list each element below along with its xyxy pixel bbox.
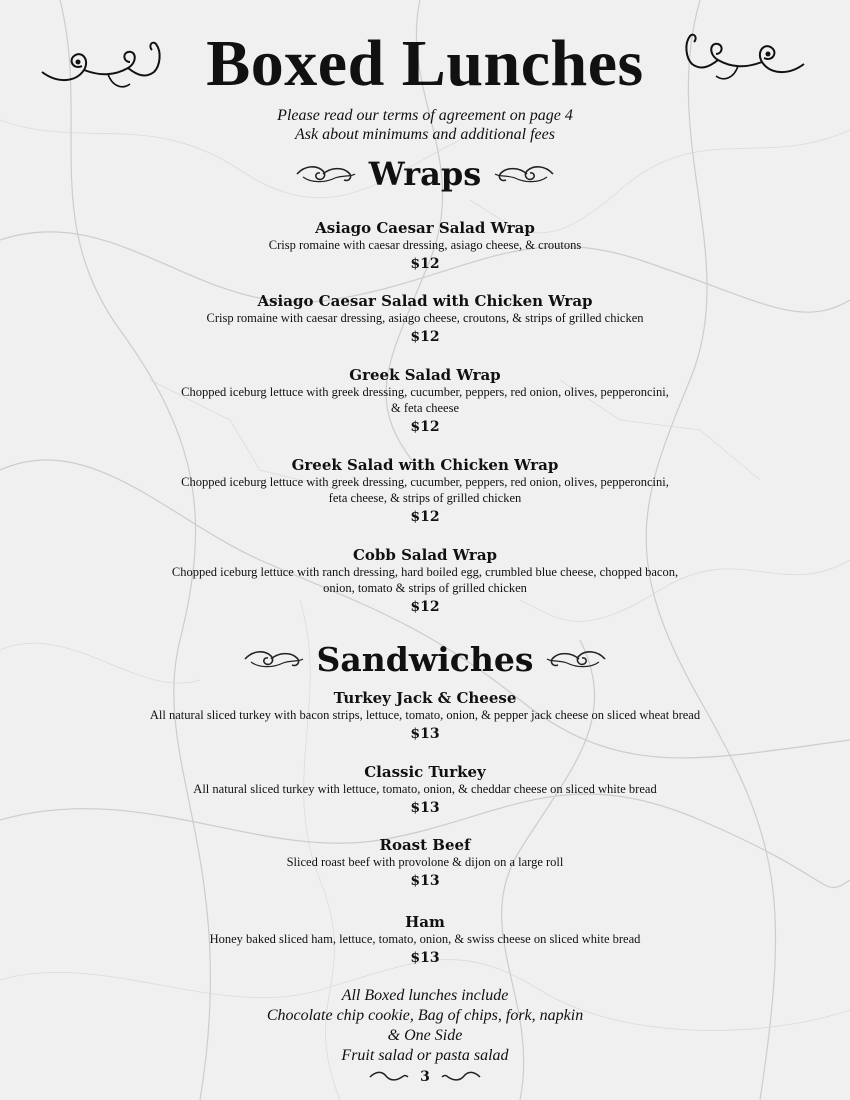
intro-text	[0, 106, 850, 144]
page-number-row	[0, 1069, 850, 1085]
item-name: Classic Turkey	[364, 763, 486, 781]
included-side: & One Side	[387, 1027, 463, 1044]
item-price: $12	[410, 329, 440, 345]
item-name: Greek Salad with Chicken Wrap	[291, 456, 559, 474]
item-description-line: Crisp romaine with caesar dressing, asiago cheese, & croutons	[268, 238, 582, 252]
item-description-line: Chopped iceburg lettuce with greek dressing, cucumber, peppers, red onion, olives, pepperoncini,	[181, 385, 669, 399]
item-description-line: Crisp romaine with caesar dressing, asiago cheese, croutons, & strips of grilled chicken	[206, 311, 644, 325]
item-description-line: Honey baked sliced ham, lettuce, tomato, onion, & swiss cheese on sliced white bread	[209, 932, 641, 946]
title-row	[0, 26, 850, 102]
item-price: $12	[410, 419, 440, 435]
wraps-heading-row	[0, 154, 850, 194]
scroll-ornament-icon	[243, 648, 305, 670]
item-description-line: feta cheese, & strips of grilled chicken	[328, 491, 522, 505]
item-description	[0, 384, 850, 416]
item-description	[0, 707, 850, 723]
scroll-ornament-icon	[295, 163, 357, 185]
included-heading: All Boxed lunches include	[341, 987, 509, 1004]
item-name: Asiago Caesar Salad with Chicken Wrap	[257, 292, 593, 310]
item-price: $12	[410, 599, 440, 615]
menu-item	[0, 689, 850, 743]
sandwiches-heading-row	[0, 638, 850, 680]
scroll-ornament-icon	[493, 163, 555, 185]
item-description-line: Sliced roast beef with provolone & dijon on a large roll	[286, 855, 564, 869]
item-description-line: All natural sliced turkey with lettuce, tomato, onion, & cheddar cheese on sliced white bread	[193, 782, 657, 796]
item-description	[0, 854, 850, 870]
item-description-line: & feta cheese	[390, 401, 459, 415]
minimums-note: Ask about minimums and additional fees	[295, 126, 555, 143]
terms-note: Please read our terms of agreement on page 4	[277, 107, 573, 124]
page-title: Boxed Lunches	[206, 27, 644, 100]
menu-item	[0, 219, 850, 273]
item-price: $13	[410, 800, 440, 816]
menu-item	[0, 836, 850, 890]
wraps-heading: Wraps	[368, 155, 482, 193]
menu-item	[0, 763, 850, 817]
menu-item	[0, 546, 850, 616]
menu-item	[0, 366, 850, 436]
item-description-line: All natural sliced turkey with bacon strips, lettuce, tomato, onion, & pepper jack cheese on sliced wheat bread	[149, 708, 701, 722]
item-name: Greek Salad Wrap	[349, 366, 501, 384]
menu-item	[0, 456, 850, 526]
swirl-ornament-icon	[368, 1071, 410, 1083]
item-price: $13	[410, 726, 440, 742]
scroll-ornament-icon	[545, 648, 607, 670]
item-description	[0, 564, 850, 596]
item-name: Asiago Caesar Salad Wrap	[315, 219, 535, 237]
item-description-line: Chopped iceburg lettuce with greek dressing, cucumber, peppers, red onion, olives, pepperoncini,	[181, 475, 669, 489]
item-description	[0, 474, 850, 506]
swirl-ornament-icon	[440, 1071, 482, 1083]
item-description	[0, 310, 850, 326]
item-name: Turkey Jack & Cheese	[333, 689, 517, 707]
item-description	[0, 237, 850, 253]
item-description-line: Chopped iceburg lettuce with ranch dressing, hard boiled egg, crumbled blue cheese, chopped bacon,	[171, 565, 679, 579]
page-number: 3	[420, 1069, 430, 1085]
item-name: Cobb Salad Wrap	[352, 546, 498, 564]
item-description-line: onion, tomato & strips of grilled chicken	[323, 581, 527, 595]
item-description	[0, 931, 850, 947]
menu-item	[0, 913, 850, 967]
item-name: Ham	[405, 913, 445, 931]
item-name: Roast Beef	[379, 836, 471, 854]
item-description	[0, 781, 850, 797]
included-items: Chocolate chip cookie, Bag of chips, fork, napkin	[266, 1007, 584, 1024]
item-price: $12	[410, 256, 440, 272]
sandwiches-heading: Sandwiches	[316, 639, 534, 679]
item-price: $13	[410, 950, 440, 966]
item-price: $13	[410, 873, 440, 889]
side-options: Fruit salad or pasta salad	[341, 1047, 509, 1064]
item-price: $12	[410, 509, 440, 525]
menu-item	[0, 292, 850, 346]
included-items-note	[0, 986, 850, 1066]
